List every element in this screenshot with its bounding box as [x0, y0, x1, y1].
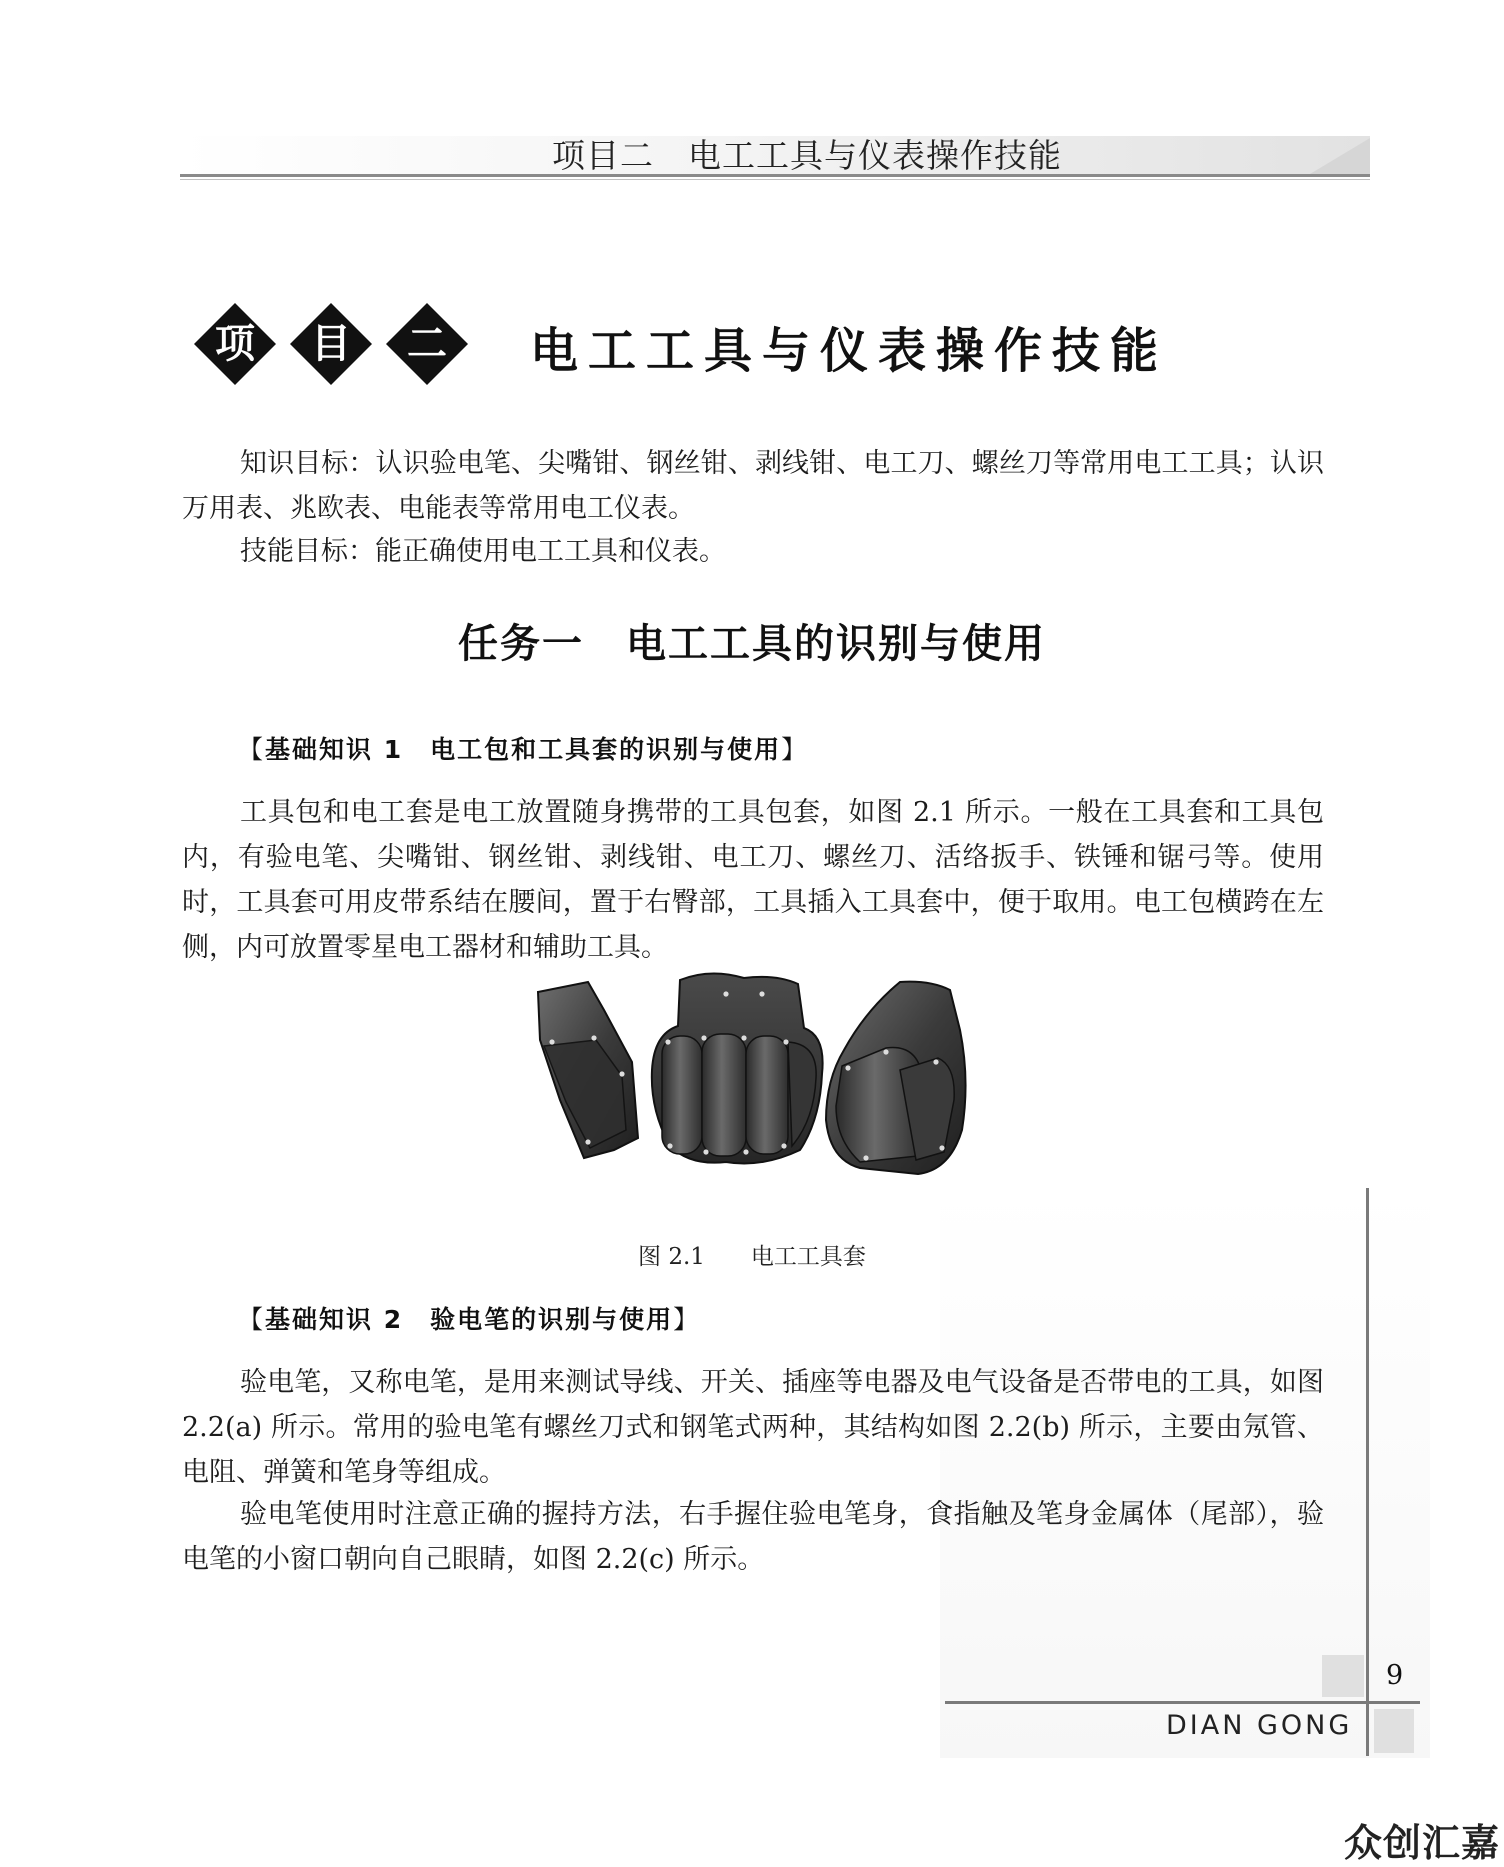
- middle-holster: [652, 973, 823, 1163]
- section-heading-label: 基础知识 1 电工包和工具套的识别与使用: [265, 735, 782, 764]
- bracket-close: 】: [673, 1305, 701, 1334]
- watermark: 众创汇嘉: [1344, 1821, 1501, 1865]
- section-heading-1: [238, 730, 808, 766]
- section-2-body-1: 验电笔，又称电笔，是用来测试导线、开关、插座等电器及电气设备是否带电的工具，如图 2.2(a) 所示。常用的验电笔有螺丝刀式和钢笔式两种，其结构如图 2.2(b) 所示，主要由氖管、电阻、弹簧和笔身等组成。: [182, 1367, 1324, 1488]
- project-badge-char: 项: [215, 321, 255, 367]
- footer-square-decoration: [1374, 1709, 1414, 1753]
- section-heading-2: [238, 1300, 700, 1336]
- bracket-close: 】: [781, 735, 809, 764]
- footer-vertical-rule: [1366, 1188, 1369, 1756]
- project-badge-char: 目: [311, 321, 351, 367]
- header-rule-thin: [180, 179, 1370, 180]
- figure-caption: 图 2.1 电工工具套: [638, 1244, 866, 1270]
- bracket-open: 【: [238, 735, 266, 764]
- footer-square-decoration: [1322, 1655, 1364, 1697]
- skill-objective: 技能目标：能正确使用电工工具和仪表。: [240, 536, 726, 567]
- footer-label: DIAN GONG: [1166, 1710, 1353, 1741]
- right-holster: [826, 982, 966, 1174]
- section-heading-label: 基础知识 2 验电笔的识别与使用: [265, 1305, 674, 1334]
- header-tab-decoration: [1310, 138, 1370, 174]
- section-1-body: 工具包和电工套是电工放置随身携带的工具包套，如图 2.1 所示。一般在工具套和工具包内，有验电笔、尖嘴钳、钢丝钳、剥线钳、电工刀、螺丝刀、活络扳手、铁锤和锯弓等。使用时，工具套可用皮带系结在腰间，置于右臀部，工具插入工具套中，便于取用。电工包横跨在左侧，内可放置零星电工器材和辅助工具。: [182, 797, 1324, 963]
- bracket-open: 【: [238, 1305, 266, 1334]
- project-badge-char: 二: [407, 321, 447, 367]
- page-number: 9: [1386, 1660, 1404, 1691]
- knowledge-objective: 知识目标：认识验电笔、尖嘴钳、钢丝钳、剥线钳、电工刀、螺丝刀等常用电工工具；认识万用表、兆欧表、电能表等常用电工仪表。: [182, 448, 1324, 524]
- running-header-title: 项目二 电工工具与仪表操作技能: [552, 136, 1062, 175]
- left-holster: [538, 982, 638, 1158]
- task-title: 任务一 电工工具的识别与使用: [458, 620, 1046, 667]
- section-2-body-2: 验电笔使用时注意正确的握持方法，右手握住验电笔身，食指触及笔身金属体（尾部），验电笔的小窗口朝向自己眼睛，如图 2.2(c) 所示。: [182, 1499, 1324, 1575]
- footer-horizontal-rule: [945, 1701, 1420, 1704]
- project-title: 电工工具与仪表操作技能: [530, 323, 1169, 379]
- tool-holster-figure: [530, 970, 974, 1192]
